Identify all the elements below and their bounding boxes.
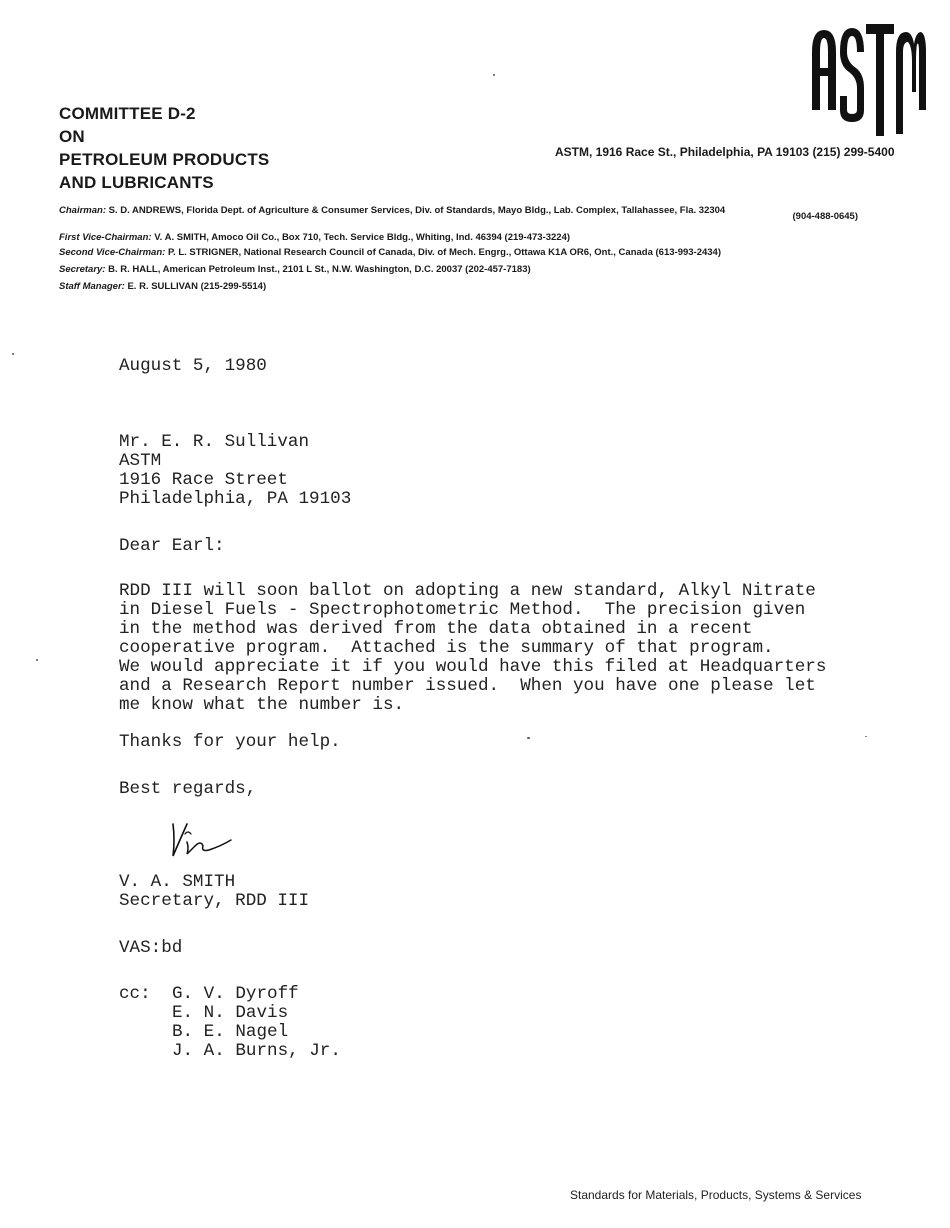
scan-speck xyxy=(527,737,530,739)
footer-tagline: Standards for Materials, Products, Systems & Services xyxy=(570,1188,862,1202)
body-line: RDD III will soon ballot on adopting a new standard, Alkyl Nitrate xyxy=(119,581,816,601)
cc-label: cc: xyxy=(119,984,151,1004)
officer-chairman-phone: (904-488-0645) xyxy=(792,211,858,222)
body-line: me know what the number is. xyxy=(119,695,405,715)
officer-details: S. D. ANDREWS, Florida Dept. of Agriculture & Consumer Services, Div. of Standards, Mayo Bldg., Lab. Complex, Tallahassee, Fla. 32304 xyxy=(108,205,726,216)
letter-date: August 5, 1980 xyxy=(119,356,267,376)
astm-logo xyxy=(808,22,928,140)
officer-details: E. R. SULLIVAN (215-299-5514) xyxy=(127,281,267,292)
committee-line: PETROLEUM PRODUCTS xyxy=(59,150,270,169)
astm-logo-graphic xyxy=(808,22,928,140)
committee-line: COMMITTEE D-2 xyxy=(59,104,196,123)
hq-address: ASTM, 1916 Race St., Philadelphia, PA 19103 (215) 299-5400 xyxy=(555,145,895,159)
cc-recipient: J. A. Burns, Jr. xyxy=(172,1041,341,1061)
recipient-line: Philadelphia, PA 19103 xyxy=(119,489,352,509)
officer-role: Second Vice-Chairman: xyxy=(59,247,166,258)
signature-graphic xyxy=(165,818,245,860)
salutation: Dear Earl: xyxy=(119,536,225,556)
body-line: We would appreciate it if you would have this filed at Headquarters xyxy=(119,657,827,677)
officer-details: P. L. STRIGNER, National Research Council of Canada, Div. of Mech. Engrg., Ottawa K1A OR6, Ont., Canada (613-993-2434) xyxy=(167,247,722,258)
sender-name: V. A. SMITH xyxy=(119,872,236,892)
officer-role: Staff Manager: xyxy=(59,281,125,292)
recipient-line: ASTM xyxy=(119,451,162,471)
cc-recipient: E. N. Davis xyxy=(172,1003,289,1023)
officer-secretary xyxy=(59,264,531,275)
body-line: in Diesel Fuels - Spectrophotometric Method. The precision given xyxy=(119,600,806,620)
scan-speck xyxy=(493,74,495,76)
committee-title xyxy=(59,102,269,194)
officer-details: V. A. SMITH, Amoco Oil Co., Box 710, Tech. Service Bldg., Whiting, Ind. 46394 (219-473-3224) xyxy=(154,232,571,243)
cc-recipient: G. V. Dyroff xyxy=(172,984,299,1004)
officer-details: B. R. HALL, American Petroleum Inst., 2101 L St., N.W. Washington, D.C. 20037 (202-457-7183) xyxy=(108,264,531,275)
scan-speck xyxy=(12,353,14,355)
sender-title: Secretary, RDD III xyxy=(119,891,310,911)
officer-staff-manager xyxy=(59,281,266,292)
officer-chairman xyxy=(59,205,725,216)
letter-body xyxy=(119,357,899,1061)
closing-line: Best regards, xyxy=(119,779,257,799)
handwritten-signature xyxy=(165,818,245,860)
officer-role: Secretary: xyxy=(59,264,106,275)
thanks-line: Thanks for your help. xyxy=(119,732,341,752)
cc-recipient: B. E. Nagel xyxy=(172,1022,289,1042)
officer-role: First Vice-Chairman: xyxy=(59,232,152,243)
recipient-line: Mr. E. R. Sullivan xyxy=(119,432,310,452)
scan-speck xyxy=(865,736,867,737)
scan-speck xyxy=(36,659,38,661)
officer-role: Chairman: xyxy=(59,205,106,216)
body-line: and a Research Report number issued. When you have one please let xyxy=(119,676,816,696)
committee-line: ON xyxy=(59,127,85,146)
committee-line: AND LUBRICANTS xyxy=(59,173,214,192)
officer-second-vice-chairman xyxy=(59,247,721,258)
typist-initials: VAS:bd xyxy=(119,938,183,958)
officer-first-vice-chairman xyxy=(59,232,570,243)
body-line: in the method was derived from the data obtained in a recent xyxy=(119,619,753,639)
recipient-line: 1916 Race Street xyxy=(119,470,288,490)
body-line: cooperative program. Attached is the summary of that program. xyxy=(119,638,774,658)
cc-list xyxy=(119,985,899,1061)
